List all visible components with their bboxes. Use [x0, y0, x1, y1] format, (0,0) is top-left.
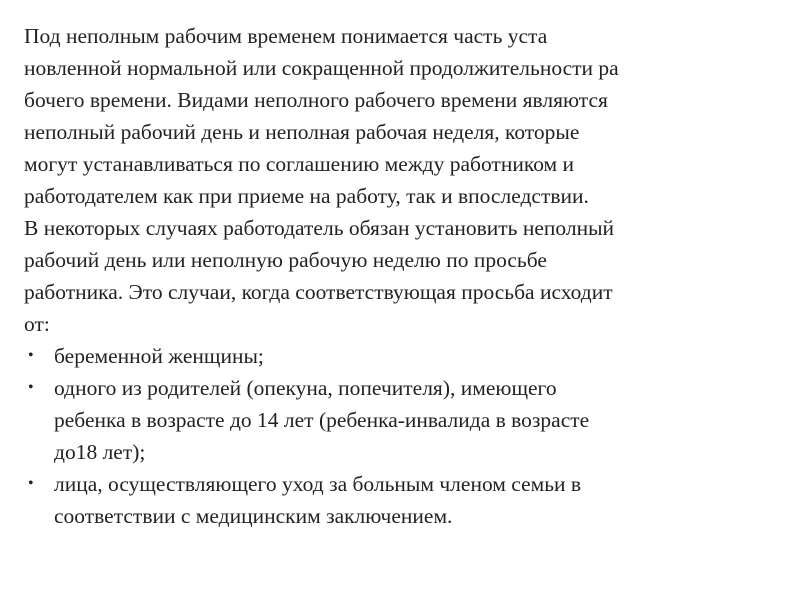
list-item-line: соответствии с медицинским заключением.: [54, 504, 453, 528]
paragraph-line: В некоторых случаях работодатель обязан установить неполный: [24, 216, 615, 240]
paragraph-line: бочего времени. Видами неполного рабочего времени являются: [24, 88, 608, 112]
paragraph-line: Под неполным рабочим временем понимается часть уста: [24, 24, 548, 48]
bullet-list: [24, 340, 764, 532]
bullet-marker: •: [28, 347, 34, 364]
paragraph-line: неполный рабочий день и неполная рабочая неделя, которые: [24, 120, 580, 144]
text-body: [24, 20, 764, 532]
paragraph-line: рабочий день или неполную рабочую неделю по просьбе: [24, 248, 547, 272]
paragraph-line: от:: [24, 312, 50, 336]
list-item: [24, 468, 764, 532]
list-item-line: до18 лет);: [54, 440, 146, 464]
list-item: [24, 372, 764, 468]
paragraph-cases: [24, 212, 764, 340]
paragraph-line: новленной нормальной или сокращенной продолжительности ра: [24, 56, 619, 80]
list-item-line: лица, осуществляющего уход за больным членом семьи в: [54, 472, 582, 496]
list-item-line: ребенка в возрасте до 14 лет (ребенка-инвалида в возрасте: [54, 408, 590, 432]
paragraph-definition: [24, 20, 764, 212]
list-item: [24, 340, 764, 372]
list-item-line: беременной женщины;: [54, 344, 264, 368]
list-item-line: одного из родителей (опекуна, попечителя), имеющего: [54, 376, 557, 400]
paragraph-line: могут устанавливаться по соглашению между работником и: [24, 152, 575, 176]
paragraph-line: работодателем как при приеме на работу, так и впоследствии.: [24, 184, 589, 208]
bullet-marker: •: [28, 379, 34, 396]
paragraph-line: работника. Это случаи, когда соответствующая просьба исходит: [24, 280, 613, 304]
bullet-marker: •: [28, 475, 34, 492]
